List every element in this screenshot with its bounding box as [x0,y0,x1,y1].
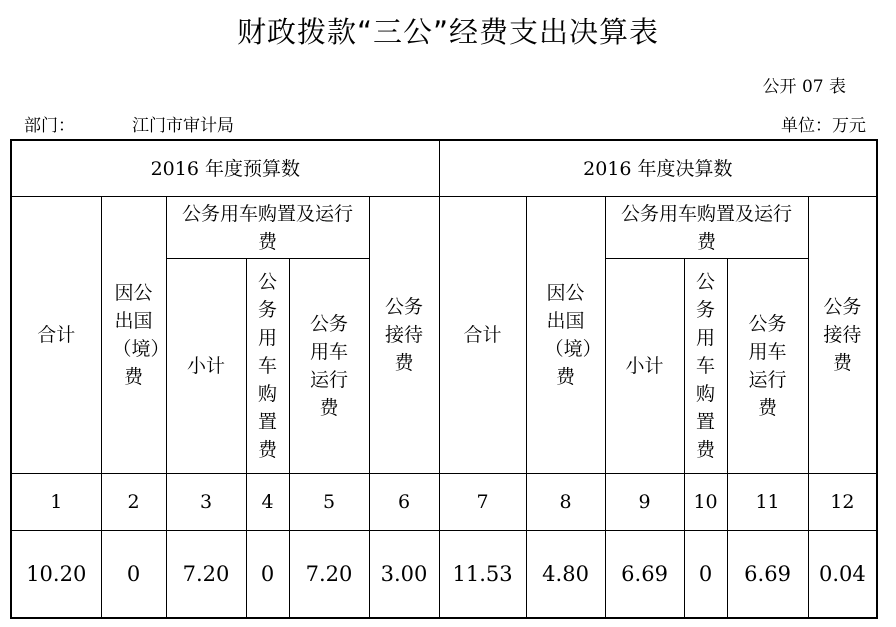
table-number: 公开 07 表 [762,77,846,97]
budget-purchase-header: 公务用车购置费 [246,259,289,474]
budget-reception-header: 公务接待费 [369,197,439,474]
budget-group-header: 2016 年度预算数 [11,140,439,197]
col-number: 5 [289,474,369,531]
budget-vehicle-purchase-value: 0 [246,531,289,619]
col-number: 9 [605,474,684,531]
col-number: 7 [439,474,526,531]
budget-vehicle-header: 公务用车购置及运行费 [166,197,369,259]
budget-total-header: 合计 [11,197,101,474]
budget-abroad-value: 0 [101,531,166,619]
col-number: 4 [246,474,289,531]
col-number: 8 [526,474,605,531]
department-label: 部门： [24,116,75,136]
final-abroad-header: 因公出国（境）费 [526,197,605,474]
unit-label: 单位：万元 [781,116,866,136]
final-operation-header: 公务用车运行费 [727,259,808,474]
final-vehicle-operation-value: 6.69 [727,531,808,619]
final-reception-header: 公务接待费 [808,197,877,474]
final-vehicle-purchase-value: 0 [684,531,727,619]
final-purchase-header: 公务用车购置费 [684,259,727,474]
department-value: 江门市审计局 [132,116,234,136]
col-number: 1 [11,474,101,531]
budget-total-value: 10.20 [11,531,101,619]
final-subtotal-header: 小计 [605,259,684,474]
final-total-header: 合计 [439,197,526,474]
final-vehicle-subtotal-value: 6.69 [605,531,684,619]
budget-subtotal-header: 小计 [166,259,246,474]
col-number: 6 [369,474,439,531]
col-number: 10 [684,474,727,531]
col-number: 2 [101,474,166,531]
budget-operation-header: 公务用车运行费 [289,259,369,474]
col-number: 12 [808,474,877,531]
final-vehicle-header: 公务用车购置及运行费 [605,197,808,259]
budget-vehicle-operation-value: 7.20 [289,531,369,619]
budget-reception-value: 3.00 [369,531,439,619]
col-number: 3 [166,474,246,531]
final-total-value: 11.53 [439,531,526,619]
final-group-header: 2016 年度决算数 [439,140,877,197]
final-reception-value: 0.04 [808,531,877,619]
column-number-row [11,474,877,531]
budget-vehicle-subtotal-value: 7.20 [166,531,246,619]
budget-abroad-header: 因公出国（境）费 [101,197,166,474]
expenditure-table [10,139,878,619]
page-title: 财政拨款“三公”经费支出决算表 [236,15,660,49]
final-abroad-value: 4.80 [526,531,605,619]
value-row [11,531,877,619]
col-number: 11 [727,474,808,531]
